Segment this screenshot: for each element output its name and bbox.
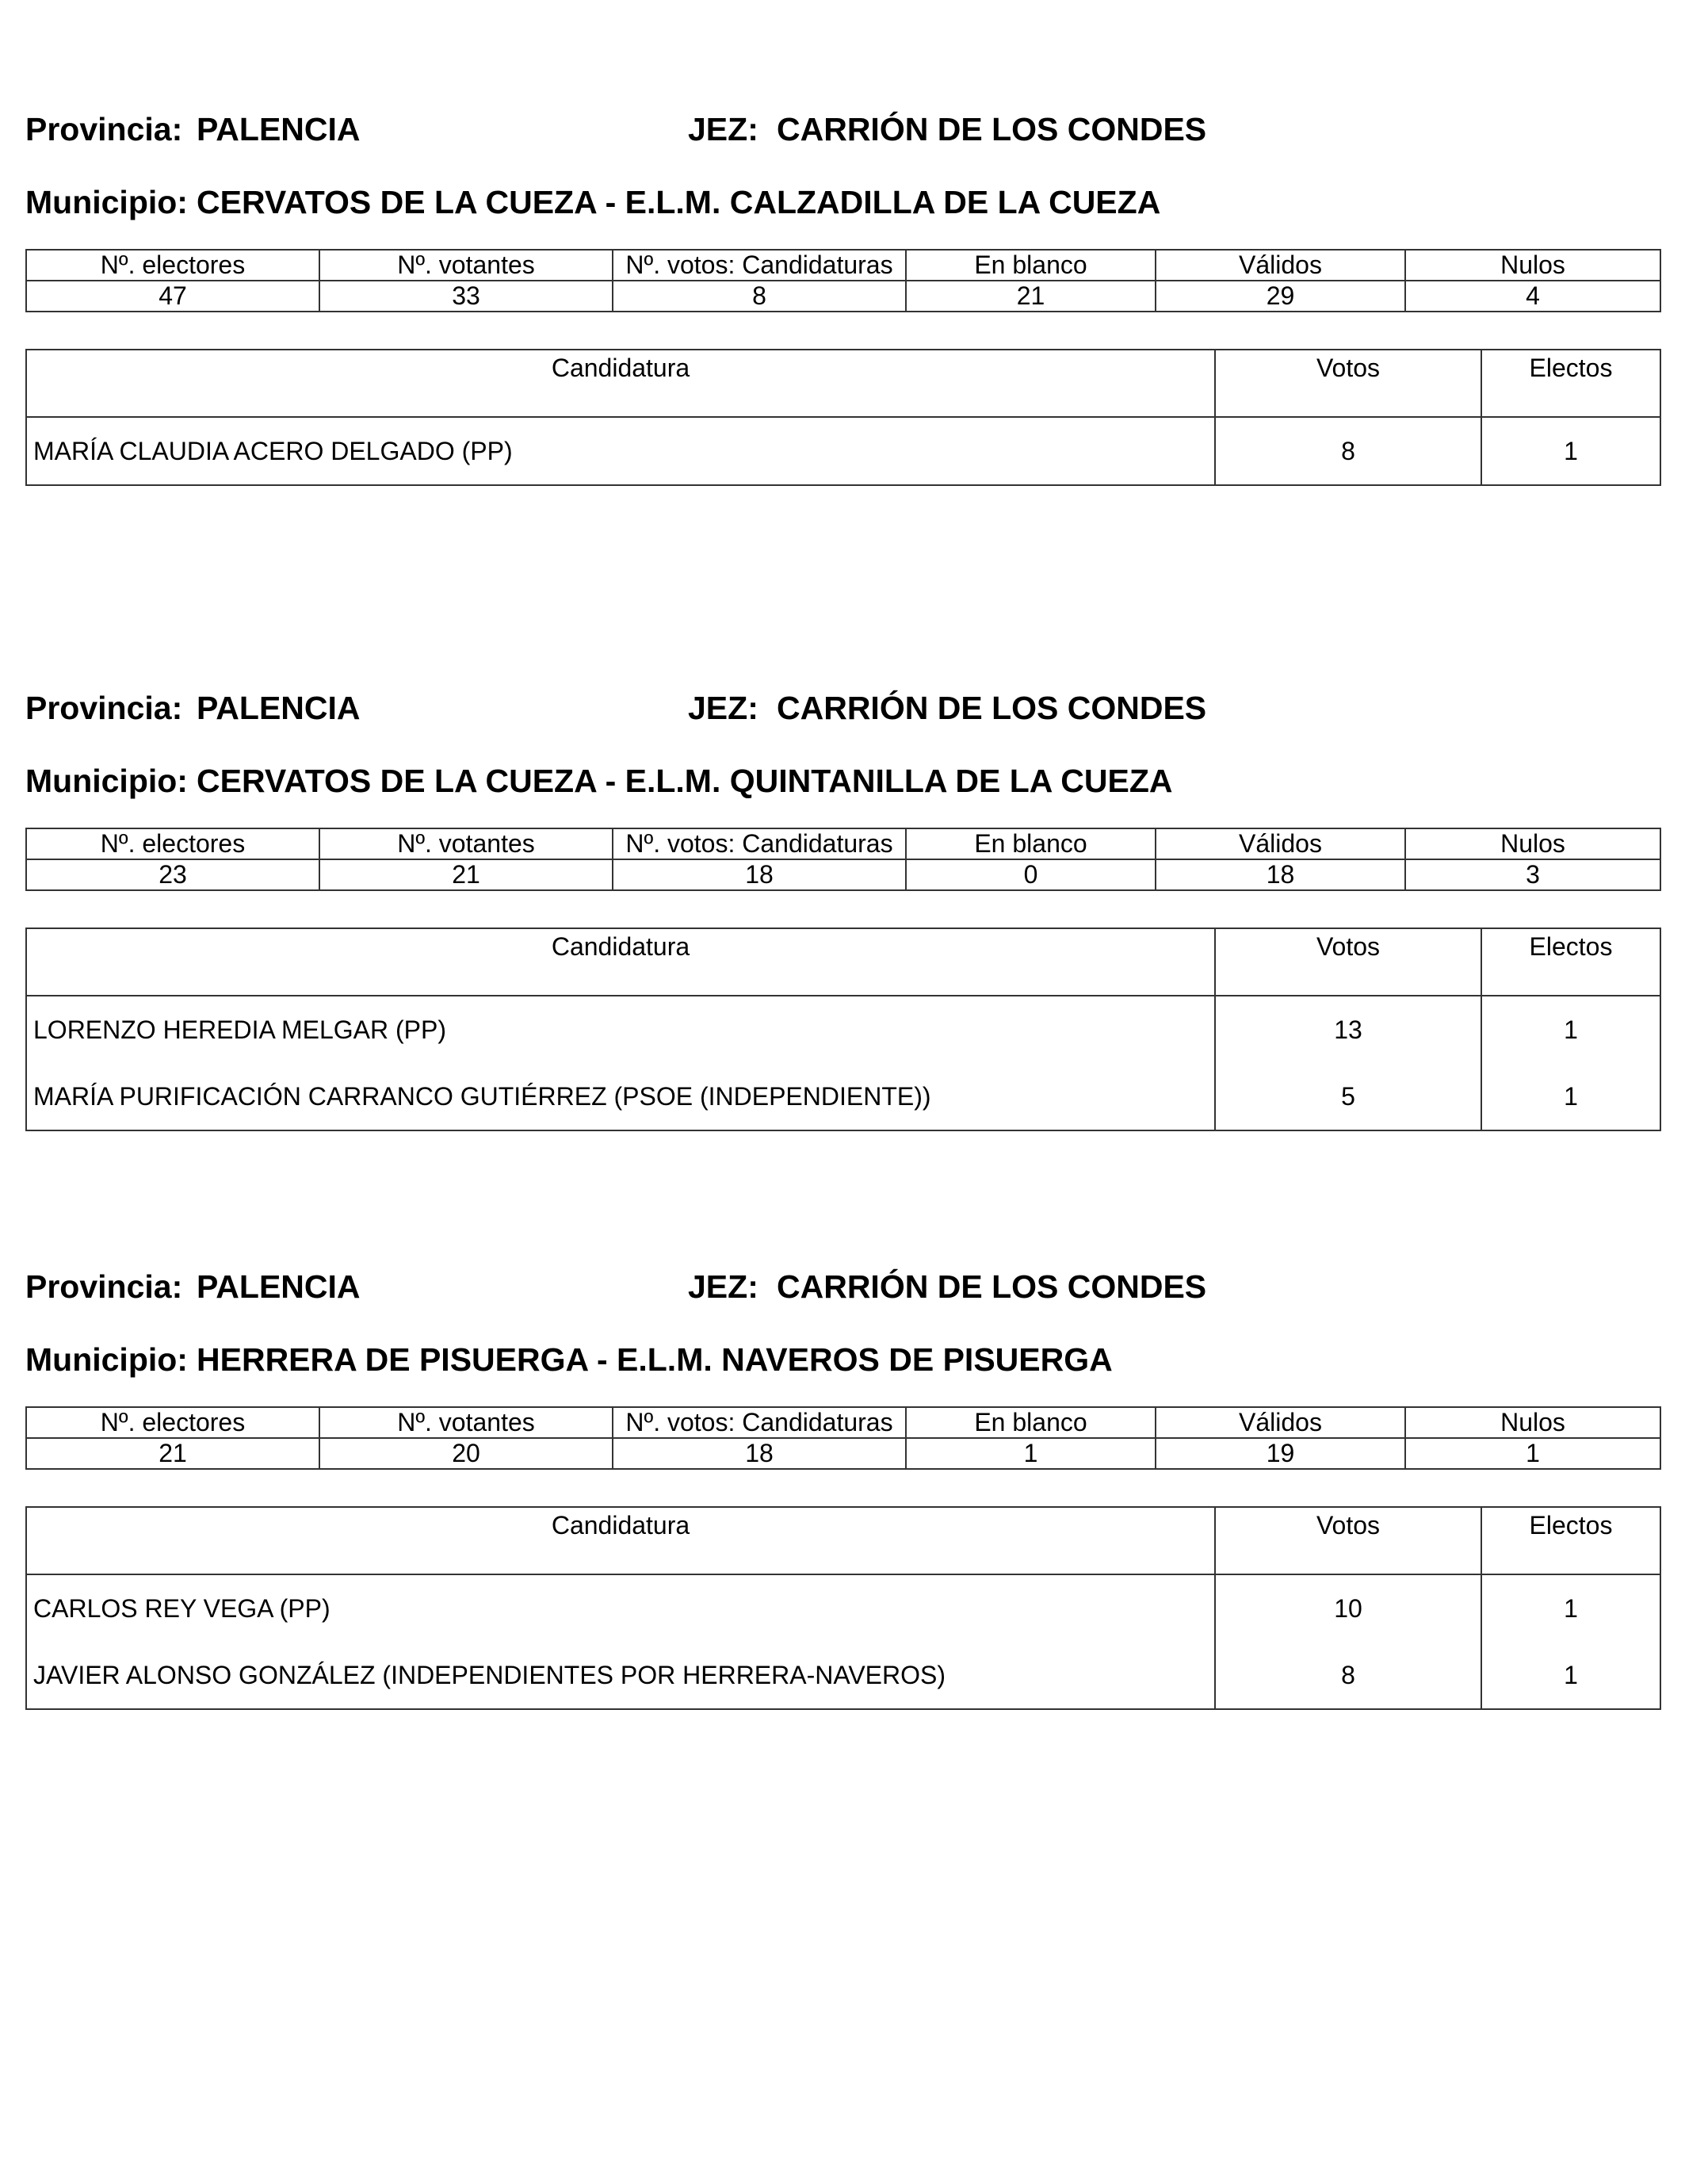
stats-header-validos: Válidos — [1156, 250, 1405, 281]
stats-header-row — [26, 250, 1660, 281]
candidate-row — [26, 417, 1660, 485]
stats-header-votantes: Nº. votantes — [319, 828, 613, 859]
stats-header-blanco: En blanco — [906, 250, 1156, 281]
stats-header-blanco: En blanco — [906, 828, 1156, 859]
municipio-line — [25, 763, 1660, 810]
candidate-votos: 10 — [1215, 1574, 1481, 1642]
stats-value-row — [26, 281, 1660, 312]
candidate-electos: 1 — [1481, 1574, 1660, 1642]
header-candidatura: Candidatura — [26, 1507, 1215, 1574]
stats-blanco: 0 — [906, 859, 1156, 890]
header-votos: Votos — [1215, 1507, 1481, 1574]
stats-header-nulos: Nulos — [1405, 250, 1660, 281]
candidate-votos: 8 — [1215, 417, 1481, 485]
result-section-2 — [25, 690, 1660, 1131]
result-section-3 — [25, 1268, 1660, 1710]
stats-header-candidaturas: Nº. votos: Candidaturas — [613, 1407, 906, 1438]
municipio-line — [25, 1341, 1660, 1389]
stats-nulos: 4 — [1405, 281, 1660, 312]
stats-header-votantes: Nº. votantes — [319, 1407, 613, 1438]
candidate-name: LORENZO HEREDIA MELGAR (PP) — [26, 996, 1215, 1063]
stats-votantes: 21 — [319, 859, 613, 890]
municipio-value: CERVATOS DE LA CUEZA - E.L.M. CALZADILLA DE LA CUEZA — [197, 184, 1161, 220]
stats-candidaturas: 18 — [613, 1438, 906, 1469]
provincia-label: Provincia: — [25, 1268, 183, 1305]
stats-header-candidaturas: Nº. votos: Candidaturas — [613, 250, 906, 281]
candidate-name: CARLOS REY VEGA (PP) — [26, 1574, 1215, 1642]
candidate-name: MARÍA PURIFICACIÓN CARRANCO GUTIÉRREZ (PSOE (INDEPENDIENTE)) — [26, 1063, 1215, 1130]
stats-nulos: 3 — [1405, 859, 1660, 890]
candidates-header-row — [26, 1507, 1660, 1574]
stats-validos: 19 — [1156, 1438, 1405, 1469]
municipio-line — [25, 184, 1660, 231]
header-electos: Electos — [1481, 928, 1660, 996]
municipio-label: Municipio: — [25, 1341, 188, 1378]
jez-label: JEZ: — [688, 111, 758, 147]
candidates-table — [25, 928, 1661, 1131]
candidate-electos: 1 — [1481, 417, 1660, 485]
candidate-votos: 5 — [1215, 1063, 1481, 1130]
candidate-row — [26, 996, 1660, 1063]
jez-value: CARRIÓN DE LOS CONDES — [777, 690, 1207, 726]
section-header — [25, 1268, 1660, 1316]
provincia-value: PALENCIA — [197, 111, 361, 147]
jez-value: CARRIÓN DE LOS CONDES — [777, 1268, 1207, 1305]
candidates-header-row — [26, 928, 1660, 996]
provincia-label: Provincia: — [25, 690, 183, 726]
section-header — [25, 111, 1660, 159]
provincia-value: PALENCIA — [197, 690, 361, 726]
header-candidatura: Candidatura — [26, 928, 1215, 996]
candidates-header-row — [26, 350, 1660, 417]
jez-label: JEZ: — [688, 1268, 758, 1305]
section-header — [25, 690, 1660, 737]
candidate-name: JAVIER ALONSO GONZÁLEZ (INDEPENDIENTES POR HERRERA-NAVEROS) — [26, 1642, 1215, 1709]
candidates-table — [25, 349, 1661, 486]
stats-votantes: 33 — [319, 281, 613, 312]
candidate-name: MARÍA CLAUDIA ACERO DELGADO (PP) — [26, 417, 1215, 485]
candidates-table — [25, 1506, 1661, 1710]
stats-value-row — [26, 859, 1660, 890]
provincia-value: PALENCIA — [197, 1268, 361, 1305]
header-votos: Votos — [1215, 350, 1481, 417]
header-candidatura: Candidatura — [26, 350, 1215, 417]
municipio-value: HERRERA DE PISUERGA - E.L.M. NAVEROS DE PISUERGA — [197, 1341, 1113, 1378]
municipio-label: Municipio: — [25, 763, 188, 799]
stats-header-row — [26, 828, 1660, 859]
stats-header-candidaturas: Nº. votos: Candidaturas — [613, 828, 906, 859]
candidate-votos: 13 — [1215, 996, 1481, 1063]
stats-electores: 21 — [26, 1438, 319, 1469]
stats-header-electores: Nº. electores — [26, 1407, 319, 1438]
stats-table — [25, 828, 1661, 891]
stats-validos: 18 — [1156, 859, 1405, 890]
candidate-electos: 1 — [1481, 1642, 1660, 1709]
stats-header-nulos: Nulos — [1405, 828, 1660, 859]
header-votos: Votos — [1215, 928, 1481, 996]
stats-table — [25, 1406, 1661, 1470]
stats-votantes: 20 — [319, 1438, 613, 1469]
stats-header-blanco: En blanco — [906, 1407, 1156, 1438]
stats-validos: 29 — [1156, 281, 1405, 312]
jez-value: CARRIÓN DE LOS CONDES — [777, 111, 1207, 147]
stats-header-electores: Nº. electores — [26, 828, 319, 859]
stats-value-row — [26, 1438, 1660, 1469]
candidate-row — [26, 1642, 1660, 1709]
stats-candidaturas: 18 — [613, 859, 906, 890]
candidate-electos: 1 — [1481, 996, 1660, 1063]
jez-label: JEZ: — [688, 690, 758, 726]
header-electos: Electos — [1481, 1507, 1660, 1574]
municipio-value: CERVATOS DE LA CUEZA - E.L.M. QUINTANILLA DE LA CUEZA — [197, 763, 1173, 799]
candidate-row — [26, 1063, 1660, 1130]
stats-blanco: 1 — [906, 1438, 1156, 1469]
stats-electores: 47 — [26, 281, 319, 312]
stats-header-validos: Válidos — [1156, 828, 1405, 859]
result-section-1 — [25, 111, 1660, 486]
stats-table — [25, 249, 1661, 312]
candidate-votos: 8 — [1215, 1642, 1481, 1709]
stats-nulos: 1 — [1405, 1438, 1660, 1469]
stats-electores: 23 — [26, 859, 319, 890]
stats-header-votantes: Nº. votantes — [319, 250, 613, 281]
provincia-label: Provincia: — [25, 111, 183, 147]
stats-blanco: 21 — [906, 281, 1156, 312]
stats-header-nulos: Nulos — [1405, 1407, 1660, 1438]
stats-header-row — [26, 1407, 1660, 1438]
candidate-electos: 1 — [1481, 1063, 1660, 1130]
candidate-row — [26, 1574, 1660, 1642]
stats-candidaturas: 8 — [613, 281, 906, 312]
municipio-label: Municipio: — [25, 184, 188, 220]
header-electos: Electos — [1481, 350, 1660, 417]
stats-header-validos: Válidos — [1156, 1407, 1405, 1438]
stats-header-electores: Nº. electores — [26, 250, 319, 281]
